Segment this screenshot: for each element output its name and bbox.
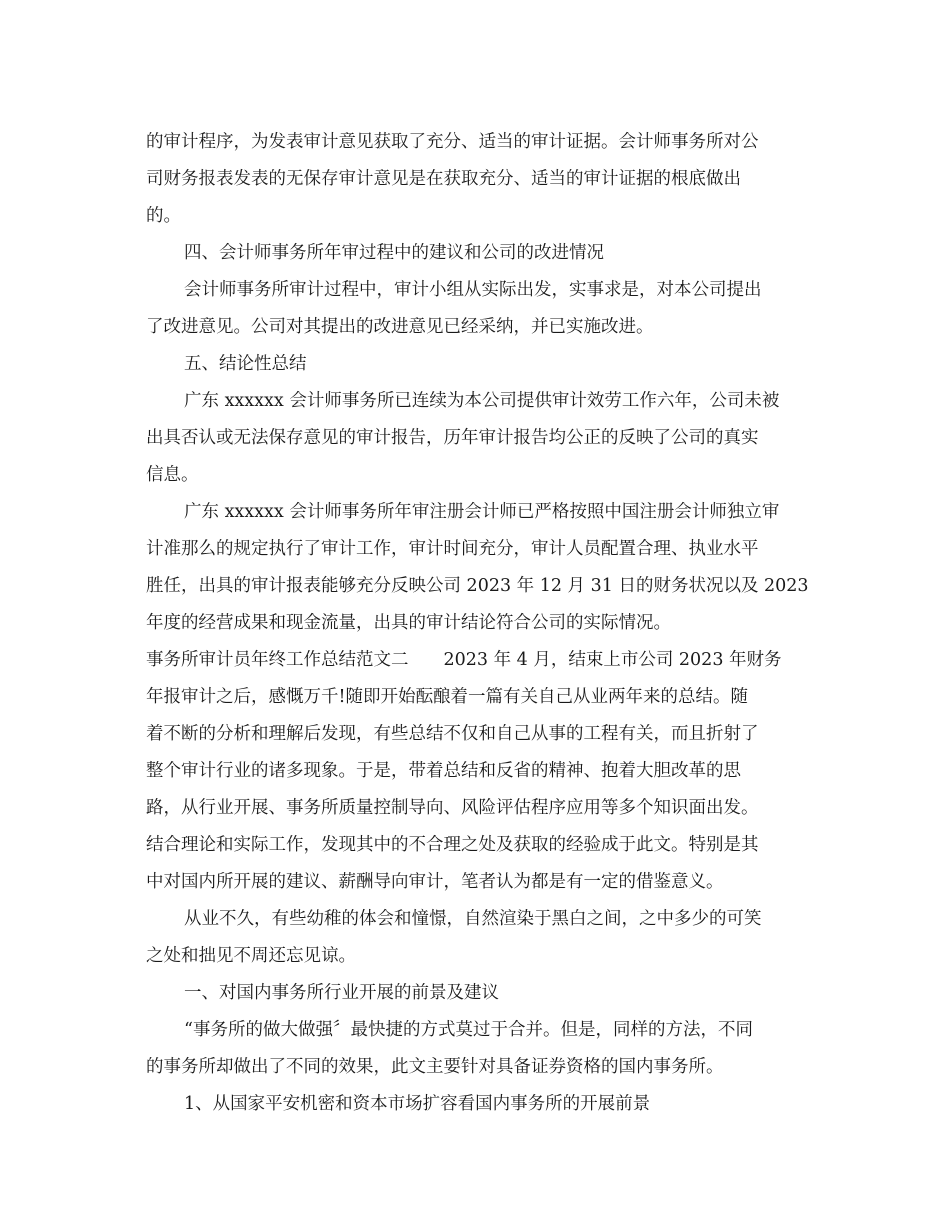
paragraph-line: 计准那么的规定执行了审计工作，审计时间充分，审计人员配置合理、执业水平 xyxy=(146,539,759,559)
paragraph-line: 年度的经营成果和现金流量，出具的审计结论符合公司的实际情况。 xyxy=(146,613,671,633)
section-heading: 五、结论性总结 xyxy=(184,354,307,374)
paragraph-line: 的事务所却做出了不同的效果，此文主要针对具备证券资格的国内事务所。 xyxy=(146,1057,724,1077)
section-heading: 1、从国家平安机密和资本市场扩容看国内事务所的开展前景 xyxy=(184,1094,651,1114)
section-heading: 一、对国内事务所行业开展的前景及建议 xyxy=(184,983,499,1003)
paragraph-line: 会计师事务所审计过程中，审计小组从实际出发，实事求是，对本公司提出 xyxy=(184,280,762,300)
paragraph-line: 司财务报表发表的无保存审计意见是在获取充分、适当的审计证据的根底做出 xyxy=(146,169,741,189)
paragraph-line: 年报审计之后，感慨万千!随即开始酝酿着一篇有关自己从业两年来的总结。随 xyxy=(146,687,749,707)
paragraph-line: 胜任，出具的审计报表能够充分反映公司 2023 年 12 月 31 日的财务状况以及 2023 xyxy=(146,576,809,596)
article-title-line: 事务所审计员年终工作总结范文二 2023 年 4 月，结束上市公司 2023 年财务 xyxy=(146,650,782,670)
paragraph-line: 信息。 xyxy=(146,465,199,485)
paragraph-line: 广东 xxxxxx 会计师事务所年审注册会计师已严格按照中国注册会计师独立审 xyxy=(184,502,780,522)
paragraph-line: 从业不久，有些幼稚的体会和憧憬，自然渲染于黑白之间，之中多少的可笑 xyxy=(184,909,762,929)
paragraph-line: 了改进意见。公司对其提出的改进意见已经采纳，并已实施改进。 xyxy=(146,317,654,337)
paragraph-line: 整个审计行业的诸多现象。于是，带着总结和反省的精神、抱着大胆改革的思 xyxy=(146,761,741,781)
paragraph-line: 广东 xxxxxx 会计师事务所已连续为本公司提供审计效劳工作六年，公司未被 xyxy=(184,391,780,411)
paragraph-line: “事务所的做大做强〞最快捷的方式莫过于合并。但是，同样的方法，不同 xyxy=(184,1020,753,1040)
paragraph-line: 路，从行业开展、事务所质量控制导向、风险评估程序应用等多个知识面出发。 xyxy=(146,798,759,818)
paragraph-line: 之处和拙见不周还忘见谅。 xyxy=(146,946,356,966)
paragraph-line: 的。 xyxy=(146,206,181,226)
paragraph-line: 着不断的分析和理解后发现，有些总结不仅和自己从事的工程有关，而且折射了 xyxy=(146,724,759,744)
section-heading: 四、会计师事务所年审过程中的建议和公司的改进情况 xyxy=(184,243,604,263)
paragraph-line: 中对国内所开展的建议、薪酬导向审计，笔者认为都是有一定的借鉴意义。 xyxy=(146,872,724,892)
paragraph-line: 的审计程序，为发表审计意见获取了充分、适当的审计证据。会计师事务所对公 xyxy=(146,132,759,152)
paragraph-line: 出具否认或无法保存意见的审计报告，历年审计报告均公正的反映了公司的真实 xyxy=(146,428,759,448)
paragraph-line: 结合理论和实际工作，发现其中的不合理之处及获取的经验成于此文。特别是其 xyxy=(146,835,759,855)
